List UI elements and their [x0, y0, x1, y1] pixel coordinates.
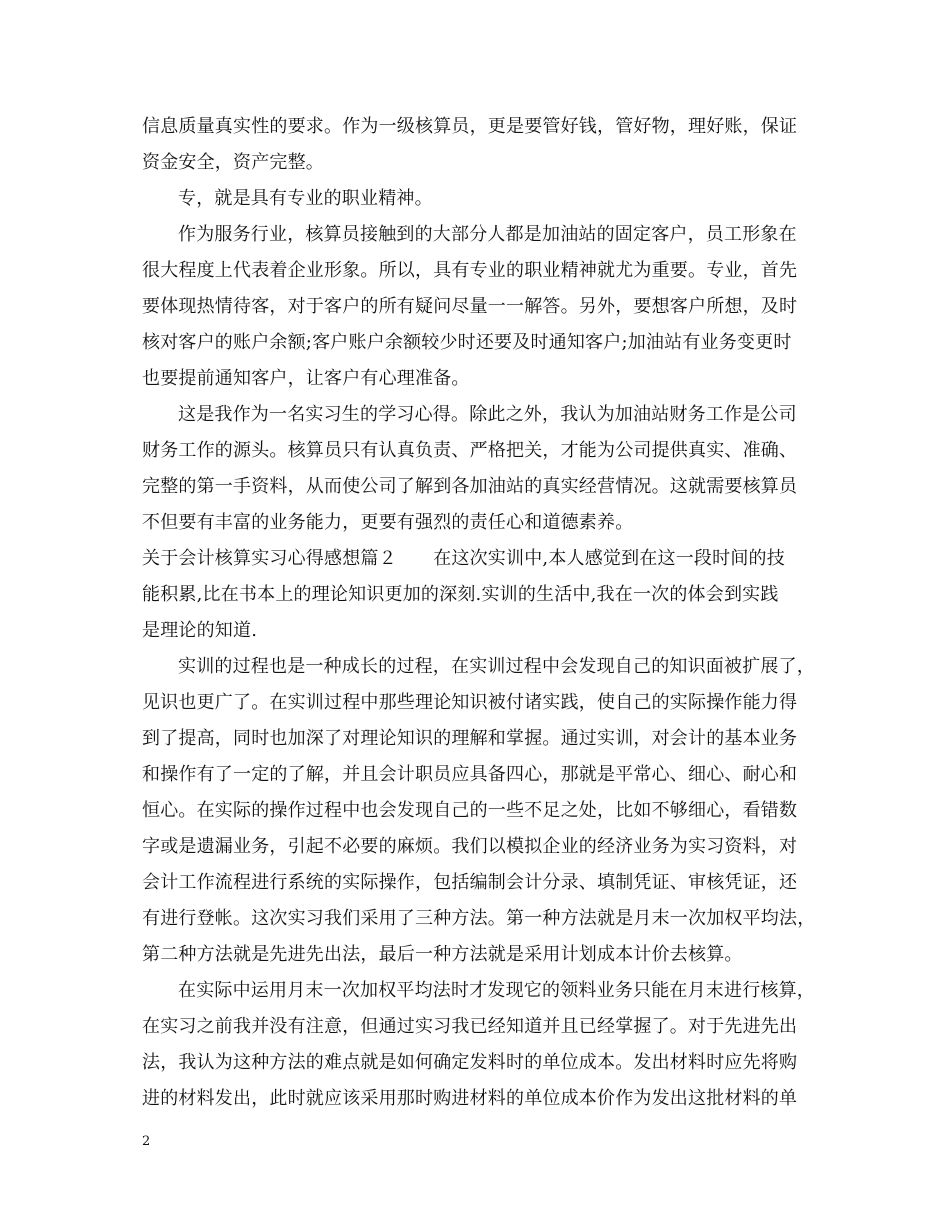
text-line: 进的材料发出，此时就应该采用那时购进材料的单位成本价作为发出这批材料的单	[142, 1088, 798, 1109]
text-line: 资金安全，资产完整。	[142, 152, 324, 173]
text-line: 能积累,比在书本上的理论知识更加的深刻.实训的生活中,我在一次的体会到实践	[142, 584, 779, 605]
text-line: 财务工作的源头。核算员只有认真负责、严格把关，才能为公司提供真实、准确、	[142, 440, 798, 461]
text-line: 到了提高，同时也加深了对理论知识的理解和掌握。通过实训，对会计的基本业务	[142, 728, 798, 749]
text-line: 是理论的知道.	[142, 620, 258, 641]
text-line: 实训的过程也是一种成长的过程，在实训过程中会发现自己的知识面被扩展了，	[178, 656, 815, 677]
text-line: 很大程度上代表着企业形象。所以，具有专业的职业精神就尤为重要。专业，首先	[142, 260, 798, 281]
text-line: 第二种方法就是先进先出法，最后一种方法就是采用计划成本计价去核算。	[142, 944, 743, 965]
text-line: 关于会计核算实习心得感想篇２ 在这次实训中,本人感觉到在这一段时间的技	[142, 548, 785, 569]
text-line: 信息质量真实性的要求。作为一级核算员，更是要管好钱，管好物，理好账，保证	[142, 116, 798, 137]
text-line: 和操作有了一定的了解，并且会计职员应具备四心，那就是平常心、细心、耐心和	[142, 764, 798, 785]
text-line: 会计工作流程进行系统的实际操作，包括编制会计分录、填制凭证、审核凭证，还	[142, 872, 798, 893]
text-line: 完整的第一手资料，从而使公司了解到各加油站的真实经营情况。这就需要核算员	[142, 476, 798, 497]
text-line: 见识也更广了。在实训过程中那些理论知识被付诸实践，使自己的实际操作能力得	[142, 692, 798, 713]
text-line: 专，就是具有专业的职业精神。	[178, 188, 433, 209]
text-line: 恒心。在实际的操作过程中也会发现自己的一些不足之处，比如不够细心，看错数	[142, 800, 798, 821]
text-line: 字或是遗漏业务，引起不必要的麻烦。我们以模拟企业的经济业务为实习资料，对	[142, 836, 798, 857]
text-line: 这是我作为一名实习生的学习心得。除此之外，我认为加油站财务工作是公司	[178, 404, 797, 425]
text-line: 作为服务行业，核算员接触到的大部分人都是加油站的固定客户，员工形象在	[178, 224, 797, 245]
text-line: 也要提前通知客户，让客户有心理准备。	[142, 368, 470, 389]
text-line: 不但要有丰富的业务能力，更要有强烈的责任心和道德素养。	[142, 512, 634, 533]
text-line: 核对客户的账户余额;客户账户余额较少时还要及时通知客户;加油站有业务变更时	[142, 332, 792, 353]
text-line: 要体现热情待客，对于客户的所有疑问尽量一一解答。另外，要想客户所想，及时	[142, 296, 798, 317]
page-number: 2	[142, 1134, 151, 1149]
text-line: 在实际中运用月末一次加权平均法时才发现它的领料业务只能在月末进行核算，	[178, 980, 815, 1001]
text-line: 有进行登帐。这次实习我们采用了三种方法。第一种方法就是月末一次加权平均法，	[142, 908, 816, 929]
text-line: 在实习之前我并没有注意，但通过实习我已经知道并且已经掌握了。对于先进先出	[142, 1016, 798, 1037]
text-line: 法，我认为这种方法的难点就是如何确定发料时的单位成本。发出材料时应先将购	[142, 1052, 798, 1073]
